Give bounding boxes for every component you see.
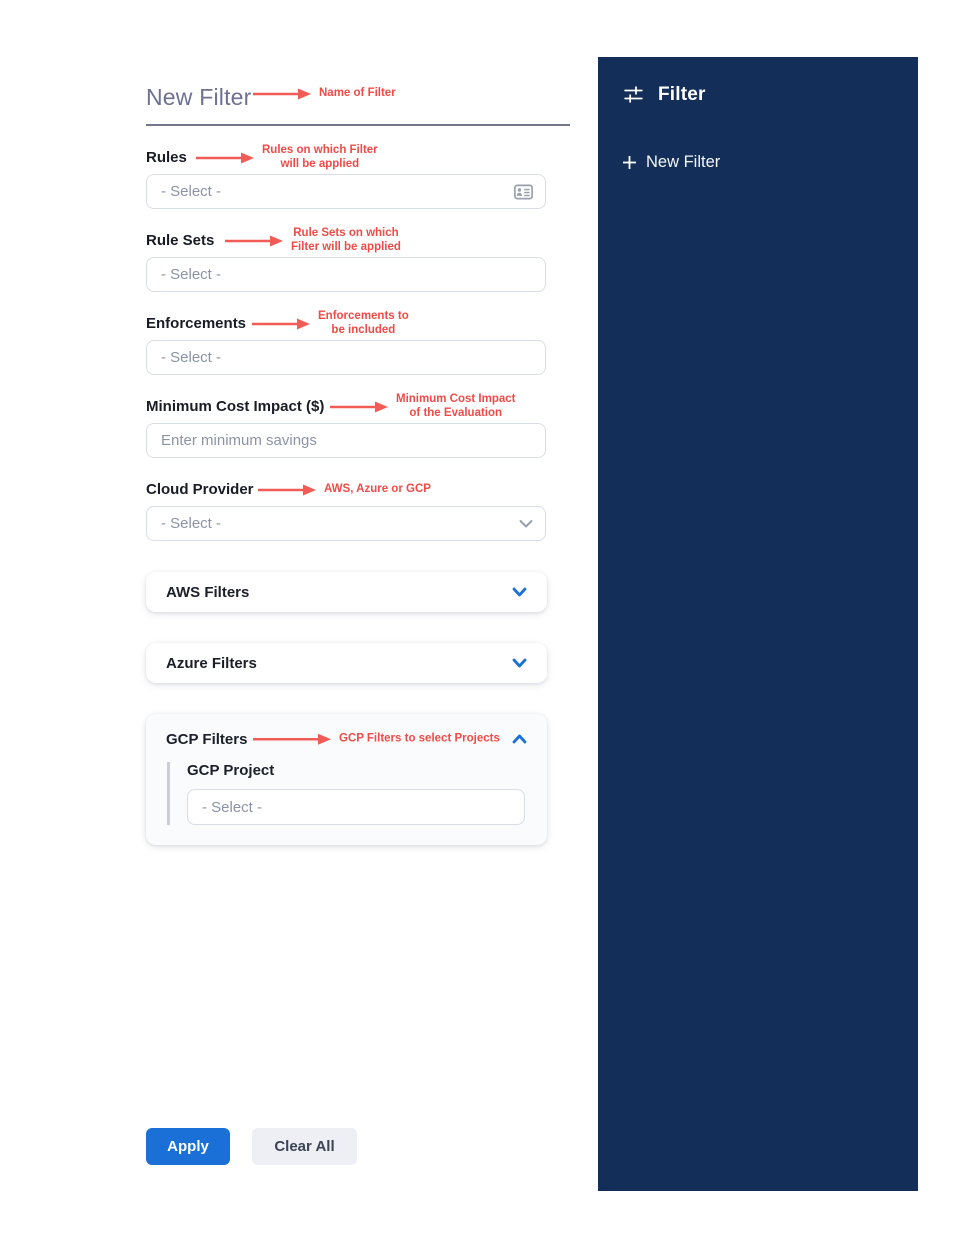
annotation-text: Minimum Cost Impact of the Evaluation [396, 393, 516, 419]
rule-sets-select-value: - Select - [161, 266, 222, 283]
cloud-provider-select[interactable] [146, 506, 546, 541]
aws-filters-title: AWS Filters [166, 583, 250, 601]
chevron-up-icon[interactable] [512, 734, 527, 744]
annotation-text: Rule Sets on which Filter will be applied [291, 227, 401, 253]
annotation-gcp-filters [253, 732, 500, 746]
aws-filters-header[interactable] [166, 572, 527, 612]
minimum-cost-impact-label: Minimum Cost Impact ($) [146, 398, 325, 415]
sidebar-title: Filter [658, 83, 706, 105]
sidebar-item-label: New Filter [646, 153, 721, 171]
new-filter-form [146, 84, 546, 845]
rule-sets-select[interactable] [146, 257, 546, 292]
clear-all-button[interactable]: Clear All [252, 1128, 357, 1165]
enforcements-select-value: - Select - [161, 349, 222, 366]
annotation-text: AWS, Azure or GCP [324, 482, 431, 495]
gcp-project-select-value: - Select - [202, 798, 263, 816]
field-rule-sets [146, 224, 546, 292]
gcp-filters-card [146, 714, 547, 845]
form-actions [146, 1128, 357, 1165]
annotation-enforcements [252, 310, 409, 337]
rules-select[interactable] [146, 174, 546, 209]
chevron-down-icon[interactable] [512, 658, 527, 668]
field-cloud-provider [146, 473, 546, 541]
azure-filters-header[interactable] [166, 643, 527, 683]
annotation-rule-sets [225, 227, 401, 254]
red-arrow-icon [252, 318, 310, 330]
field-enforcements [146, 307, 546, 375]
azure-filters-title: Azure Filters [166, 654, 257, 672]
sidebar-header [622, 83, 894, 106]
annotation-text: Rules on which Filter will be applied [262, 144, 378, 170]
plus-icon [622, 155, 637, 170]
rules-label: Rules [146, 149, 187, 166]
sliders-icon [622, 83, 645, 106]
annotation-text: Enforcements to be included [318, 310, 409, 336]
enforcements-select[interactable] [146, 340, 546, 375]
rule-sets-label: Rule Sets [146, 232, 215, 249]
filter-sidebar [598, 57, 918, 1191]
red-arrow-icon [258, 484, 316, 496]
gcp-filters-header[interactable] [166, 726, 527, 752]
rules-select-value: - Select - [161, 183, 222, 200]
chevron-down-icon[interactable] [512, 587, 527, 597]
apply-button[interactable]: Apply [146, 1128, 230, 1165]
chevron-down-icon [519, 519, 533, 528]
annotation-cloud-provider [258, 483, 431, 497]
enforcements-label: Enforcements [146, 315, 247, 332]
red-arrow-icon [330, 401, 388, 413]
annotation-text: GCP Filters to select Projects [339, 732, 500, 745]
cloud-provider-select-value: - Select - [161, 515, 222, 532]
minimum-savings-input[interactable] [146, 423, 546, 458]
annotation-text: Name of Filter [319, 87, 396, 99]
field-minimum-cost-impact [146, 390, 546, 458]
id-card-icon [514, 184, 533, 199]
gcp-filters-body [167, 762, 527, 825]
aws-filters-card[interactable] [146, 572, 547, 612]
red-arrow-icon [253, 733, 331, 745]
gcp-filters-title: GCP Filters [166, 730, 248, 748]
red-arrow-icon [196, 152, 254, 164]
sidebar-item-new-filter[interactable] [622, 153, 894, 172]
gcp-project-select[interactable] [187, 789, 525, 825]
cloud-provider-label: Cloud Provider [146, 481, 254, 498]
azure-filters-card[interactable] [146, 643, 547, 683]
title-row [146, 84, 570, 126]
gcp-project-label: GCP Project [187, 762, 275, 779]
red-arrow-icon [225, 235, 283, 247]
field-rules [146, 141, 546, 209]
annotation-rules [196, 144, 378, 171]
page-title: New Filter [146, 84, 252, 110]
annotation-minimum-cost [330, 393, 515, 420]
